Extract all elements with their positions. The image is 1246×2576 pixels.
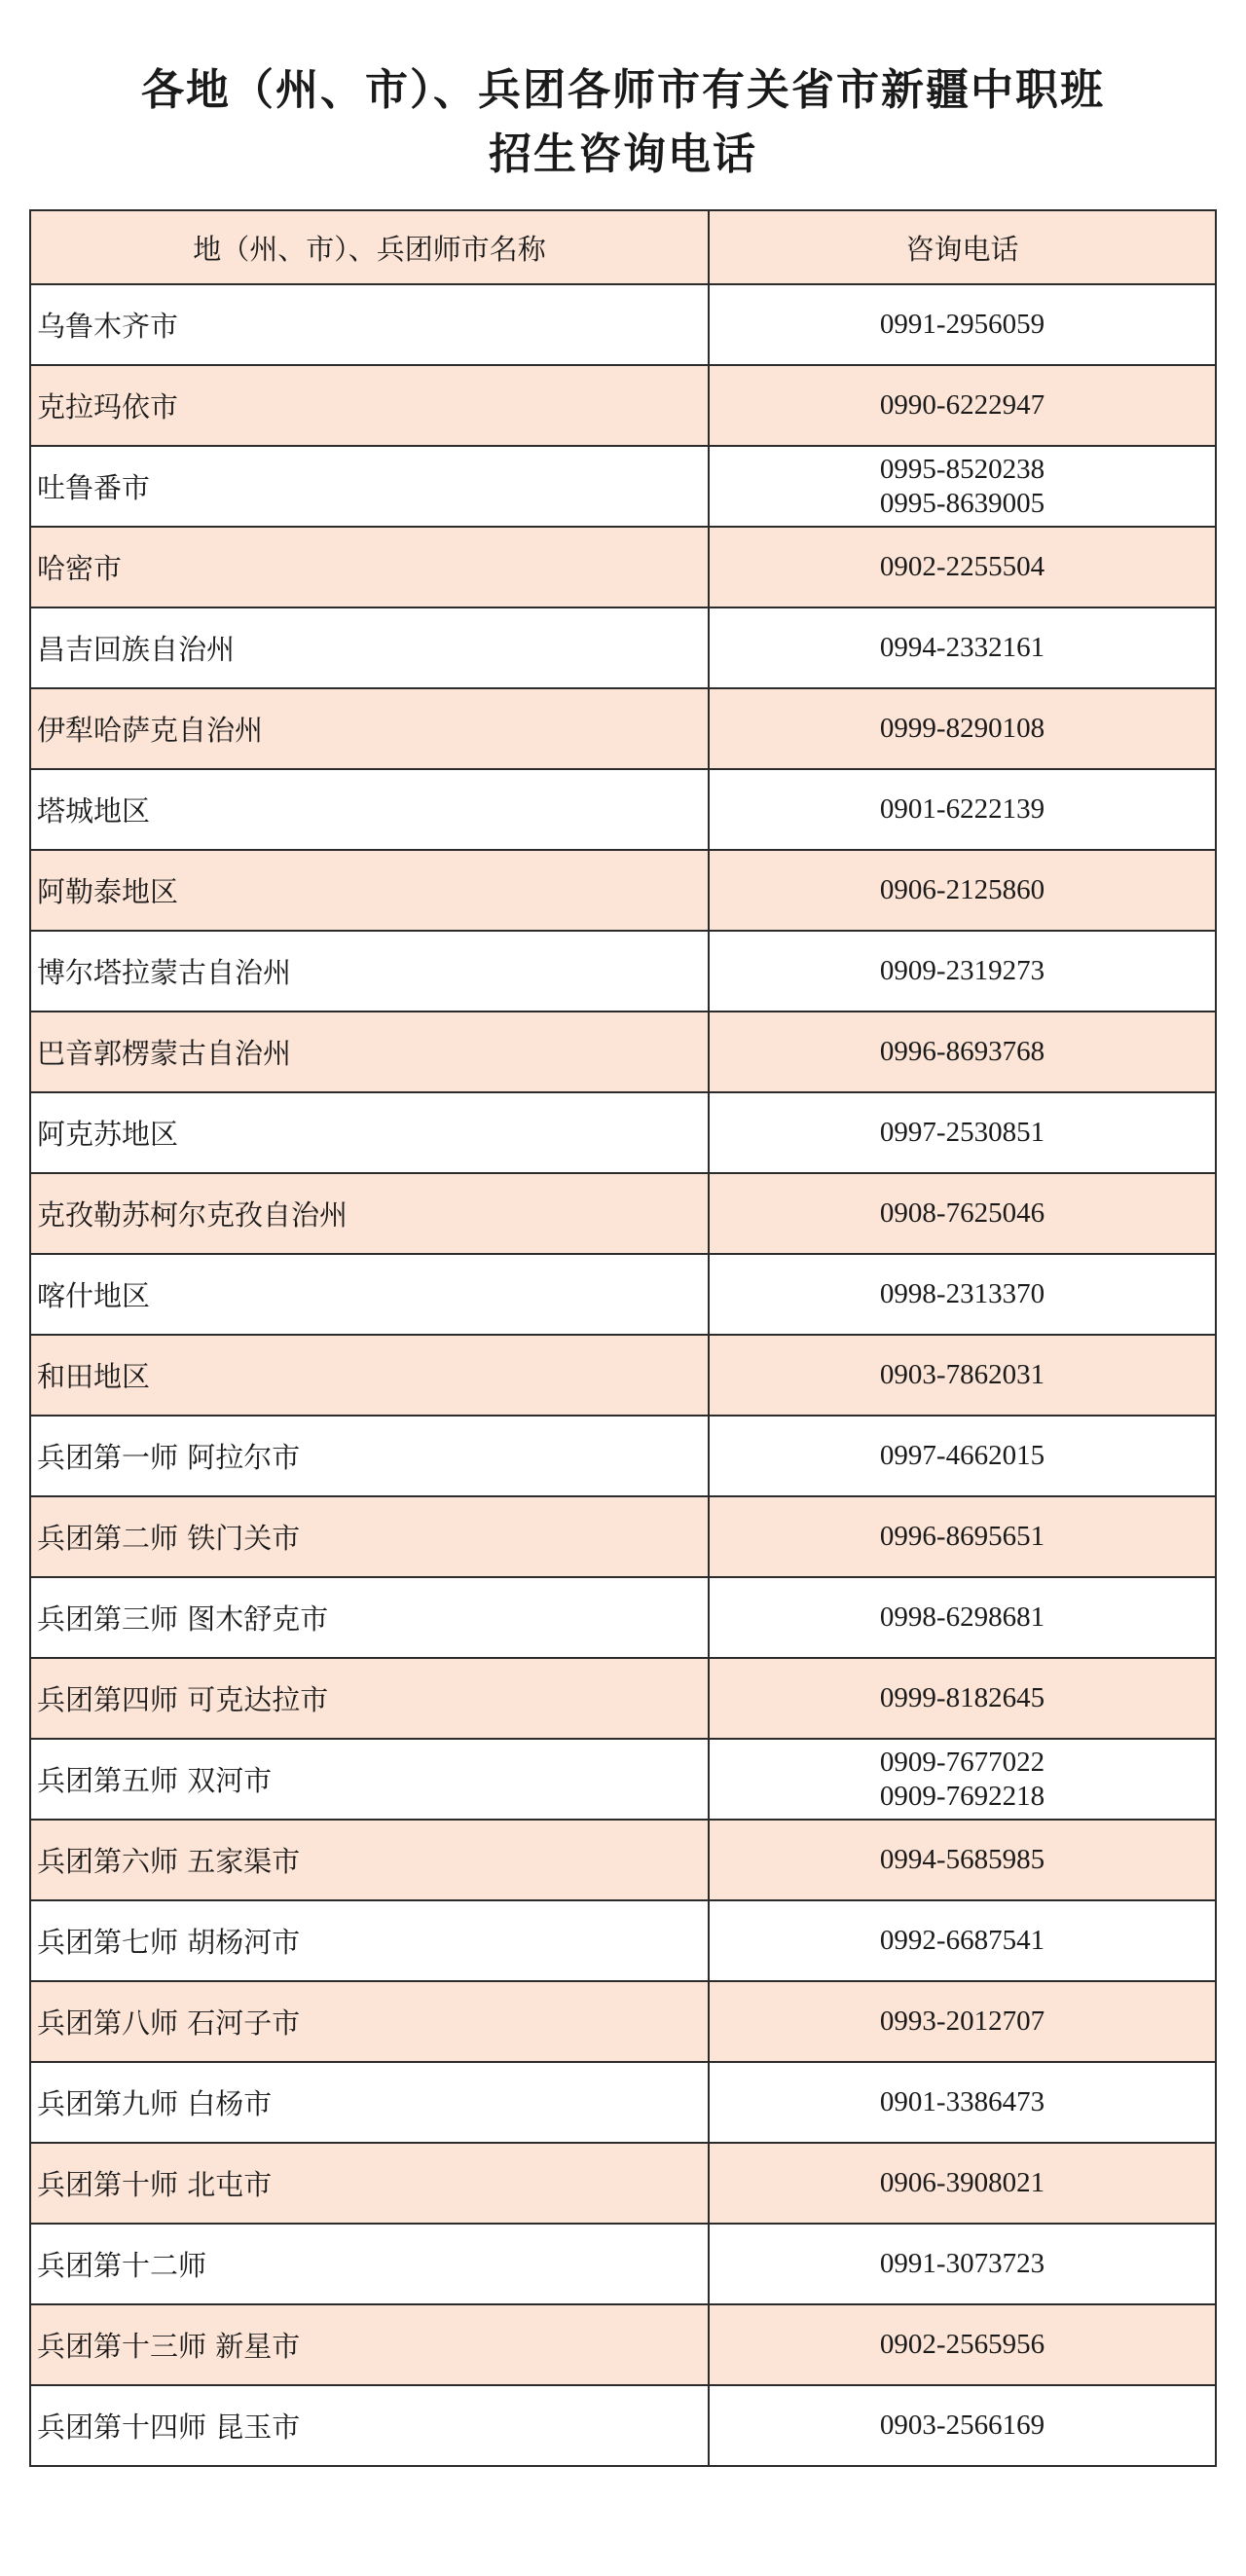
phone-number: 0906-3908021 xyxy=(879,2167,1045,2198)
phone-number: 0909-7677022 xyxy=(879,1746,1045,1778)
phone-cell xyxy=(709,2143,1216,2224)
phone-number: 0994-2332161 xyxy=(879,632,1045,663)
table-row xyxy=(30,1739,1216,1820)
phone-number: 0999-8182645 xyxy=(879,1682,1045,1713)
phone-cell xyxy=(709,769,1216,850)
region-name-cell: 兵团第八师 石河子市 xyxy=(30,1981,709,2062)
phone-cell xyxy=(709,931,1216,1012)
table-row xyxy=(30,931,1216,1012)
table-row xyxy=(30,365,1216,446)
phone-cell xyxy=(709,1658,1216,1739)
region-name-cell: 乌鲁木齐市 xyxy=(30,284,709,365)
phone-cell xyxy=(709,850,1216,931)
phone-number: 0909-7692218 xyxy=(879,1780,1045,1812)
table-row xyxy=(30,850,1216,931)
phone-cell xyxy=(709,446,1216,527)
phone-number: 0997-4662015 xyxy=(879,1440,1045,1471)
phone-number: 0999-8290108 xyxy=(879,713,1045,744)
region-name-cell: 昌吉回族自治州 xyxy=(30,607,709,688)
phone-number: 0902-2255504 xyxy=(879,551,1045,582)
table-row xyxy=(30,446,1216,527)
table-row xyxy=(30,2224,1216,2304)
phone-number: 0991-2956059 xyxy=(879,309,1045,340)
phone-cell xyxy=(709,1981,1216,2062)
phone-number: 0995-8520238 xyxy=(879,453,1045,485)
phone-number: 0997-2530851 xyxy=(879,1117,1045,1148)
region-name-cell: 吐鲁番市 xyxy=(30,446,709,527)
phone-cell xyxy=(709,1254,1216,1335)
table-row xyxy=(30,1820,1216,1900)
table-row xyxy=(30,1900,1216,1981)
phone-number: 0909-2319273 xyxy=(879,955,1045,986)
table-row xyxy=(30,527,1216,607)
region-name-cell: 兵团第二师 铁门关市 xyxy=(30,1496,709,1577)
phone-number: 0995-8639005 xyxy=(879,487,1045,519)
phone-number: 0908-7625046 xyxy=(879,1197,1045,1229)
phone-cell xyxy=(709,1739,1216,1820)
page-title xyxy=(0,58,1246,187)
phone-cell xyxy=(709,1820,1216,1900)
table-row xyxy=(30,1254,1216,1335)
region-name-cell: 兵团第十三师 新星市 xyxy=(30,2304,709,2385)
region-name-cell: 兵团第十师 北屯市 xyxy=(30,2143,709,2224)
table-row xyxy=(30,607,1216,688)
phone-cell xyxy=(709,2385,1216,2466)
table-row xyxy=(30,2062,1216,2143)
region-name-cell: 喀什地区 xyxy=(30,1254,709,1335)
region-name-cell: 伊犁哈萨克自治州 xyxy=(30,688,709,769)
table-row xyxy=(30,769,1216,850)
region-name-cell: 兵团第九师 白杨市 xyxy=(30,2062,709,2143)
phone-number: 0996-8693768 xyxy=(879,1036,1045,1067)
phone-number: 0903-7862031 xyxy=(879,1359,1045,1390)
table-row xyxy=(30,2143,1216,2224)
phone-cell xyxy=(709,527,1216,607)
phone-number: 0994-5685985 xyxy=(879,1844,1045,1875)
region-name-cell: 阿克苏地区 xyxy=(30,1092,709,1173)
region-name-cell: 博尔塔拉蒙古自治州 xyxy=(30,931,709,1012)
column-header-phone: 咨询电话 xyxy=(709,210,1216,284)
phone-number: 0902-2565956 xyxy=(879,2329,1045,2360)
table-row xyxy=(30,1012,1216,1092)
phone-cell xyxy=(709,607,1216,688)
region-name-cell: 兵团第一师 阿拉尔市 xyxy=(30,1416,709,1496)
phone-number: 0901-3386473 xyxy=(879,2086,1045,2117)
region-name-cell: 兵团第六师 五家渠市 xyxy=(30,1820,709,1900)
region-name-cell: 阿勒泰地区 xyxy=(30,850,709,931)
table-body xyxy=(30,284,1216,2466)
region-name-cell: 兵团第三师 图木舒克市 xyxy=(30,1577,709,1658)
phone-number: 0996-8695651 xyxy=(879,1521,1045,1552)
phone-number: 0990-6222947 xyxy=(879,389,1045,421)
phone-number: 0992-6687541 xyxy=(879,1925,1045,1956)
table-row xyxy=(30,1496,1216,1577)
phone-cell xyxy=(709,2304,1216,2385)
table-row xyxy=(30,1416,1216,1496)
contact-table xyxy=(29,209,1217,2467)
phone-cell xyxy=(709,284,1216,365)
region-name-cell: 兵团第七师 胡杨河市 xyxy=(30,1900,709,1981)
region-name-cell: 巴音郭楞蒙古自治州 xyxy=(30,1012,709,1092)
region-name-cell: 哈密市 xyxy=(30,527,709,607)
phone-number: 0993-2012707 xyxy=(879,2006,1045,2037)
phone-cell xyxy=(709,1092,1216,1173)
phone-cell xyxy=(709,1900,1216,1981)
region-name-cell: 塔城地区 xyxy=(30,769,709,850)
phone-cell xyxy=(709,688,1216,769)
page-title-line-1: 各地（州、市）、兵团各师市有关省市新疆中职班 xyxy=(141,65,1105,115)
table-row xyxy=(30,1173,1216,1254)
table-row xyxy=(30,1335,1216,1416)
phone-cell xyxy=(709,1012,1216,1092)
phone-number: 0998-6298681 xyxy=(879,1601,1045,1633)
phone-cell xyxy=(709,1173,1216,1254)
region-name-cell: 兵团第十四师 昆玉市 xyxy=(30,2385,709,2466)
phone-cell xyxy=(709,1335,1216,1416)
phone-number: 0998-2313370 xyxy=(879,1278,1045,1309)
phone-cell xyxy=(709,2224,1216,2304)
phone-cell xyxy=(709,1496,1216,1577)
table-header-row xyxy=(30,210,1216,284)
region-name-cell: 克孜勒苏柯尔克孜自治州 xyxy=(30,1173,709,1254)
region-name-cell: 和田地区 xyxy=(30,1335,709,1416)
page-title-line-2: 招生咨询电话 xyxy=(489,129,757,179)
table-row xyxy=(30,1981,1216,2062)
table-row xyxy=(30,1092,1216,1173)
phone-cell xyxy=(709,365,1216,446)
phone-number: 0906-2125860 xyxy=(879,874,1045,905)
table-row xyxy=(30,1658,1216,1739)
table-row xyxy=(30,1577,1216,1658)
table-row xyxy=(30,284,1216,365)
region-name-cell: 兵团第四师 可克达拉市 xyxy=(30,1658,709,1739)
region-name-cell: 兵团第十二师 xyxy=(30,2224,709,2304)
phone-cell xyxy=(709,2062,1216,2143)
table-row xyxy=(30,2304,1216,2385)
column-header-name: 地（州、市）、兵团师市名称 xyxy=(30,210,709,284)
region-name-cell: 克拉玛依市 xyxy=(30,365,709,446)
phone-cell xyxy=(709,1416,1216,1496)
table-row xyxy=(30,688,1216,769)
phone-number: 0901-6222139 xyxy=(879,793,1045,825)
phone-number: 0903-2566169 xyxy=(879,2410,1045,2441)
table-row xyxy=(30,2385,1216,2466)
region-name-cell: 兵团第五师 双河市 xyxy=(30,1739,709,1820)
phone-cell xyxy=(709,1577,1216,1658)
phone-number: 0991-3073723 xyxy=(879,2248,1045,2279)
